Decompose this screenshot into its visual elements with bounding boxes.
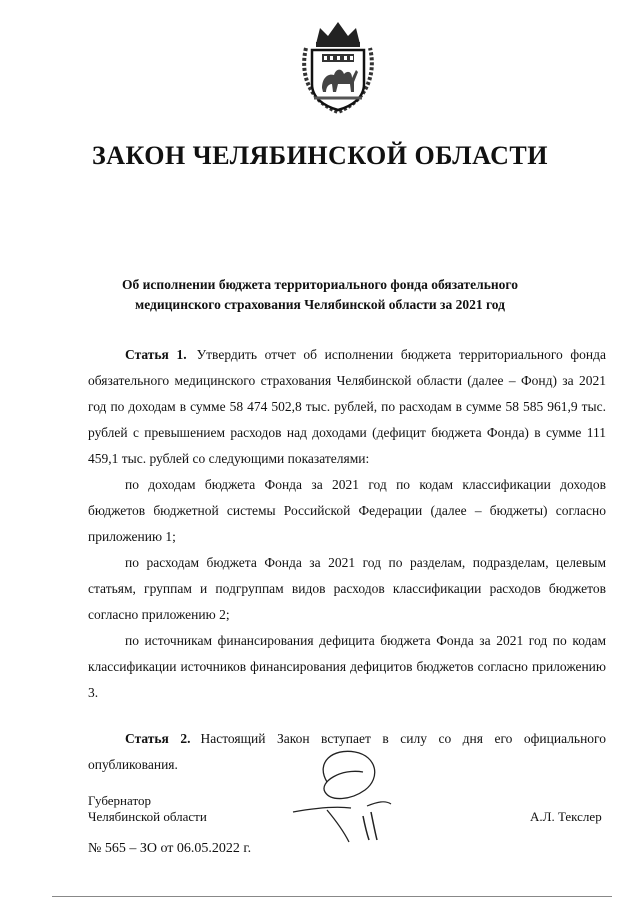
governor-name: А.Л. Текслер: [530, 809, 602, 824]
governor-title: [88, 793, 207, 825]
article-1-item-3: по источникам финансирования дефицита бюджета Фонда за 2021 год по кодам классификации источников финансирования дефицитов бюджетов согласно приложению 3.: [88, 633, 606, 700]
article-1-text: Утвердить отчет об исполнении бюджета территориального фонда обязательного медицинского страхования Челябинской области (далее – Фонд) за 2021 год по доходам в сумме 58 474 502,8 тыс. рублей, по расходам в сумме 58 585 961,9 тыс. рублей с превышением расходов над доходами (дефицит бюджета Фонда) в сумме 111 459,1 тыс. рублей со следующими показателями:: [88, 347, 606, 466]
article-1-intro: [88, 342, 606, 472]
article-1-item-2: по расходам бюджета Фонда за 2021 год по разделам, подразделам, целевым статьям, группам и подгруппам видов расходов классификации расходов бюджетов согласно приложению 2;: [88, 555, 606, 622]
bottom-divider: [52, 896, 612, 897]
article-1-label: Статья 1.: [125, 347, 187, 362]
article-2-label: Статья 2.: [125, 731, 191, 746]
article-1-item-1: по доходам бюджета Фонда за 2021 год по кодам классификации доходов бюджетов бюджетной системы Российской Федерации (далее – бюджеты) согласно приложению 1;: [88, 477, 606, 544]
law-subject: [0, 275, 640, 315]
governor-title-line-2: Челябинской области: [88, 809, 207, 824]
law-subject-line-2: медицинского страхования Челябинской области за 2021 год: [135, 297, 505, 312]
governor-title-line-1: Губернатор: [88, 793, 151, 808]
handwritten-signature-icon: [285, 742, 405, 852]
coat-of-arms-icon: [298, 18, 378, 116]
law-title: ЗАКОН ЧЕЛЯБИНСКОЙ ОБЛАСТИ: [92, 141, 548, 170]
article-2-text: Настоящий Закон вступает в силу со дня его официального опубликования.: [88, 731, 607, 772]
law-body: [88, 342, 606, 778]
law-number-date: № 565 – ЗО от 06.05.2022 г.: [88, 841, 252, 856]
law-subject-line-1: Об исполнении бюджета территориального фонда обязательного: [122, 277, 518, 292]
